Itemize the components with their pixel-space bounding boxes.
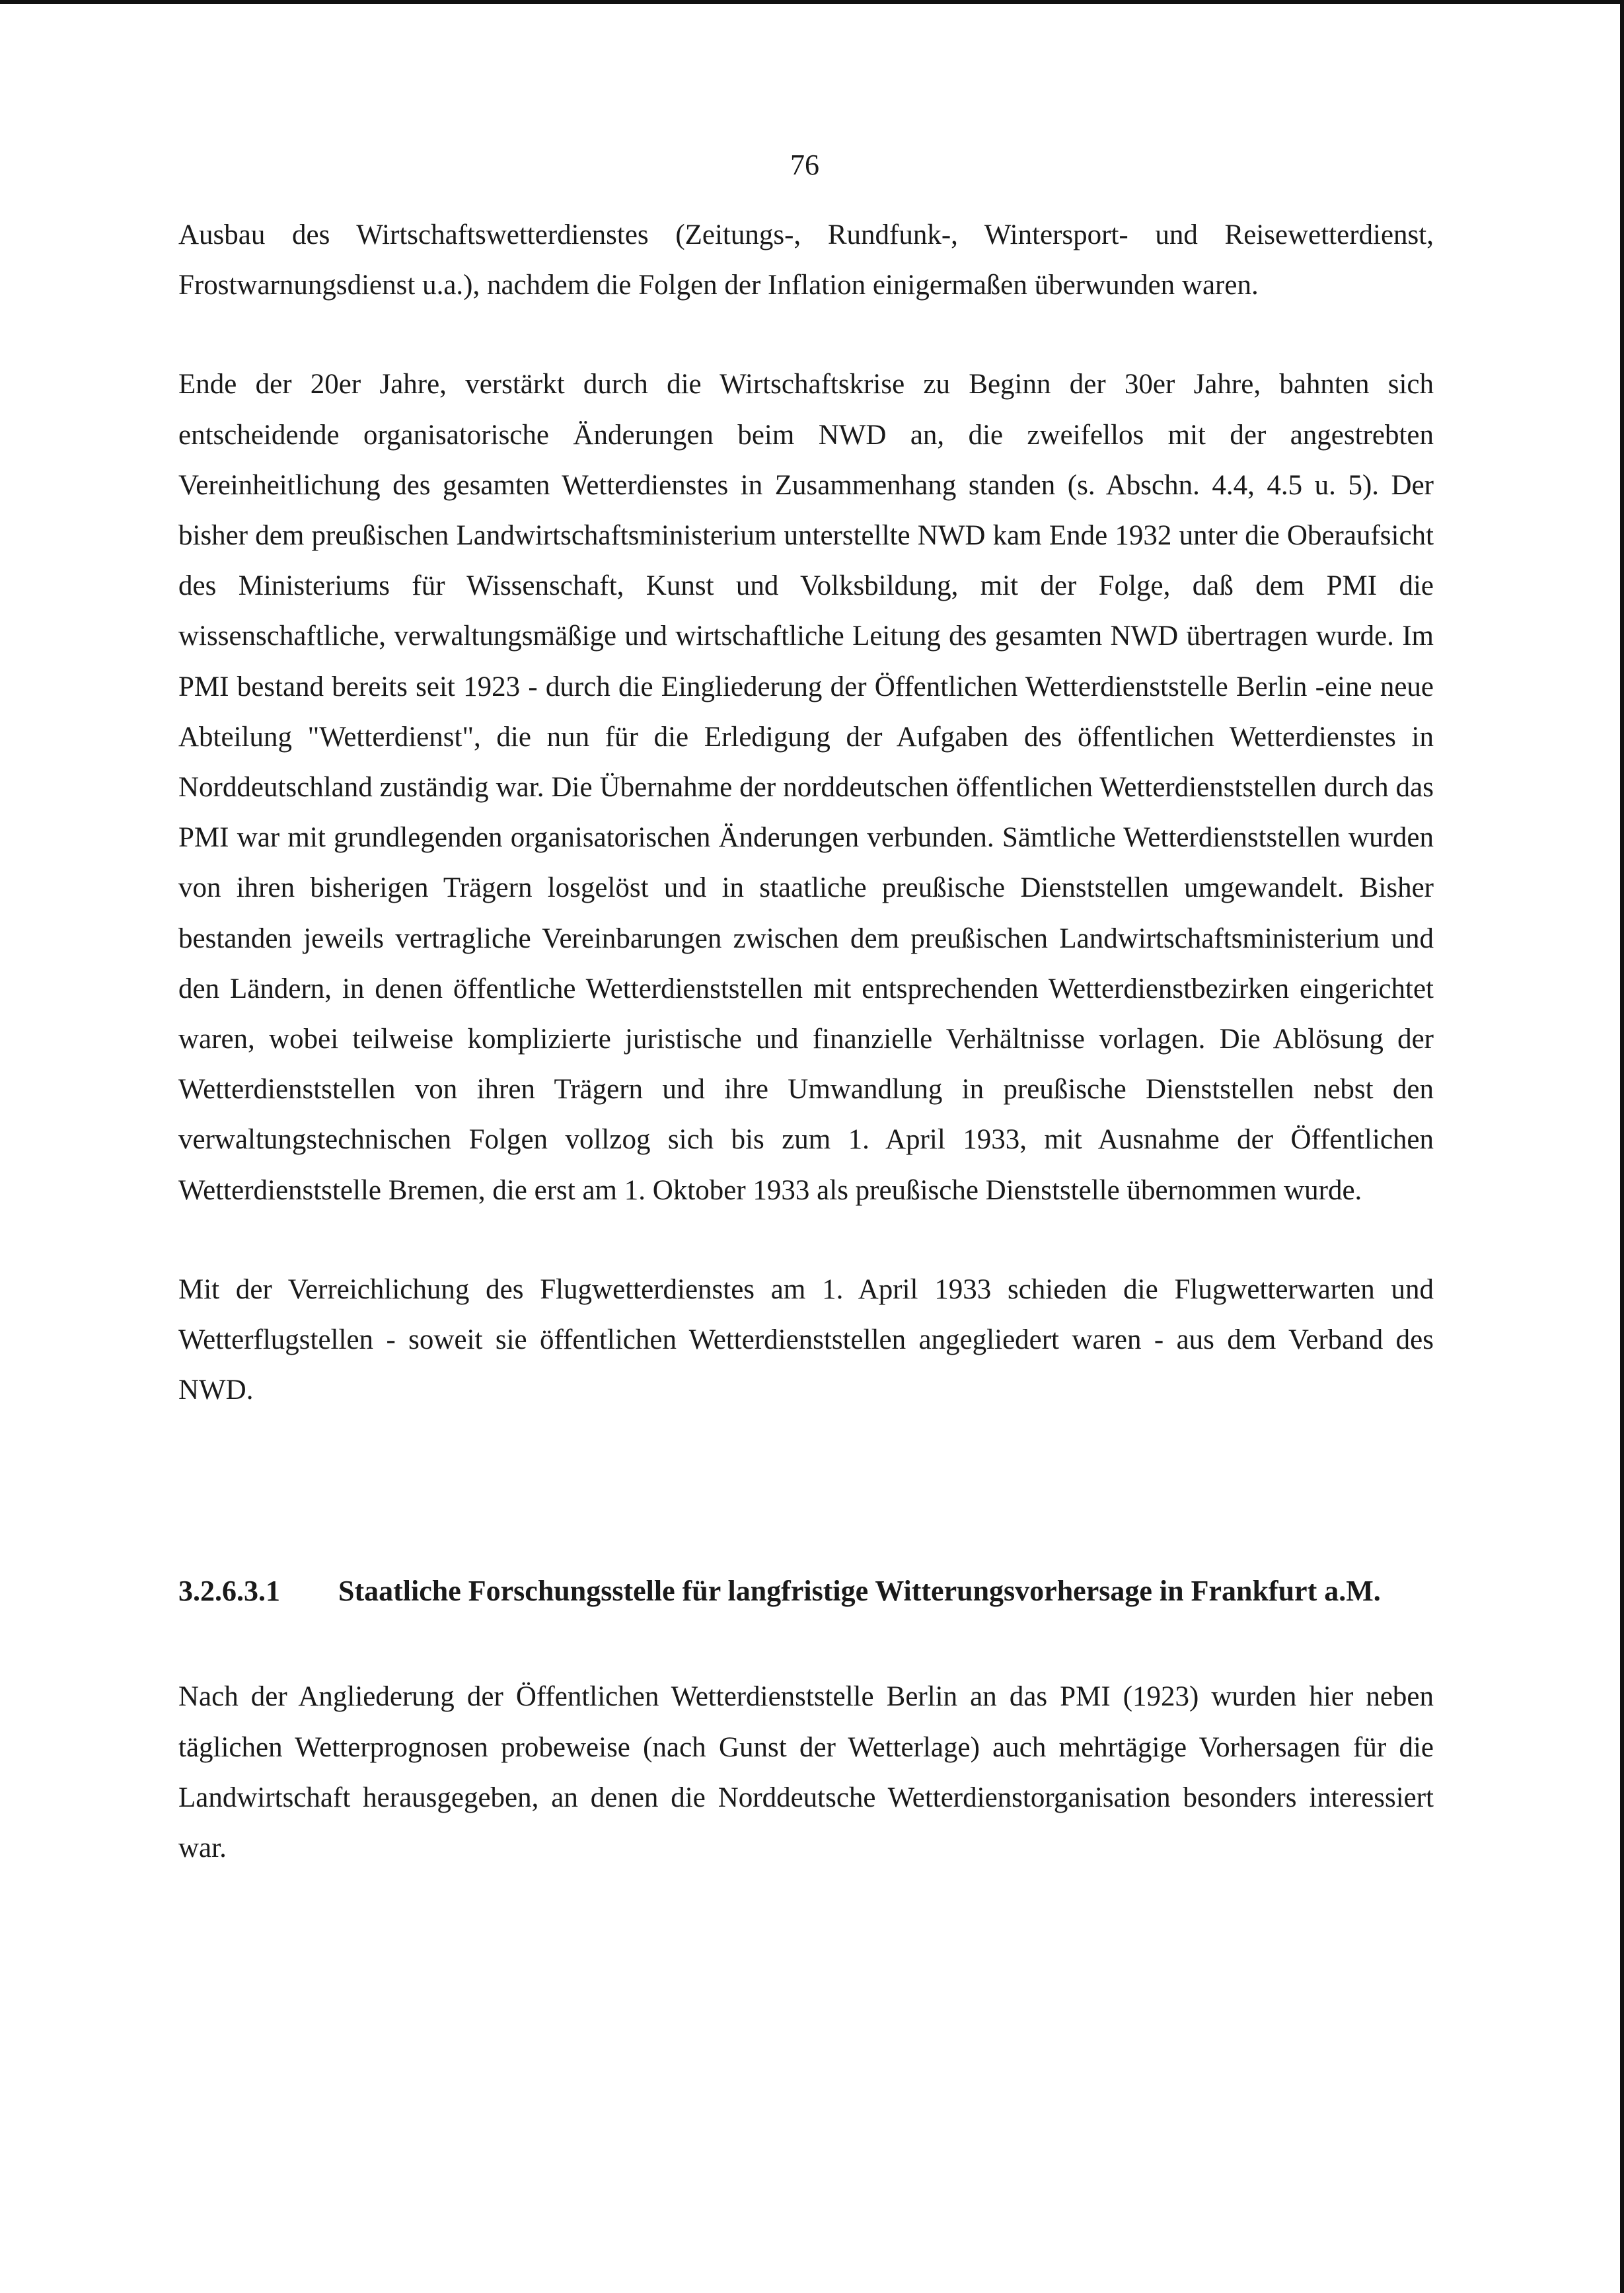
section-title: Staatliche Forschungsstelle für langfristige Witterungsvorhersage in Frankfurt a.M. [338,1575,1381,1608]
paragraph-organisatorische-aenderungen: Ende der 20er Jahre, verstärkt durch die Wirtschaftskrise zu Beginn der 30er Jahre, bahnten sich entscheidende organisatorische Änderungen beim NWD an, die zweifellos mit der angestrebten Vereinheitlichung des gesamten Wetterdienstes in Zusammenhang standen (s. Abschn. 4.4, 4.5 u. 5). Der bisher dem preußischen Landwirtschaftsministerium unterstellte NWD kam Ende 1932 unter die Oberaufsicht des Ministeriums für Wissenschaft, Kunst und Volksbildung, mit der Folge, daß dem PMI die wissenschaftliche, verwaltungsmäßige und wirtschaftliche Leitung des gesamten NWD übertragen wurde. Im PMI bestand bereits seit 1923 - durch die Eingliederung der Öffentlichen Wetterdienststelle Berlin -eine neue Abteilung "Wetterdienst", die nun für die Erledigung der Aufgaben des öffentlichen Wetterdienstes in Norddeutschland zuständig war. Die Übernahme der norddeutschen öffentlichen Wetterdienststellen durch das PMI war mit grundlegenden organisatorischen Änderungen verbunden. Sämtliche Wetterdienststellen wurden von ihren bisherigen Trägern losgelöst und in staatliche preußische Dienststellen umgewandelt. Bisher bestanden jeweils vertragliche Vereinbarungen zwischen dem preußischen Landwirtschaftsministerium und den Ländern, in denen öffentliche Wetterdienststellen mit entsprechenden Wetterdienstbezirken eingerichtet waren, wobei teilweise komplizierte juristische und finanzielle Verhältnisse vorlagen. Die Ablösung der Wetterdienststellen von ihren Trägern und ihre Umwandlung in preußische Dienststellen nebst den verwaltungstechnischen Folgen vollzog sich bis zum 1. April 1933, mit Ausnahme der Öffentlichen Wetterdienststelle Bremen, die erst am 1. Oktober 1933 als preußische Dienststelle übernommen wurde. [178,369,1434,1206]
section-number: 3.2.6.3.1 [178,1575,280,1608]
paragraph-flugwetterdienst: Mit der Verreichlichung des Flugwetterdienstes am 1. April 1933 schieden die Flugwetterwarten und Wetterflugstellen - soweit sie öffentlichen Wetterdienststellen angegliedert waren - aus dem Verband des NWD. [178,1273,1434,1406]
scan-border-top [0,0,1624,4]
paragraph-wirtschaftswetterdienst: Ausbau des Wirtschaftswetterdienstes (Zeitungs-, Rundfunk-, Wintersport- und Reisewetterdienst, Frostwarnungsdienst u.a.), nachdem die Folgen der Inflation einigermaßen überwunden waren. [178,219,1434,301]
scan-border-right [1620,0,1624,2293]
page-body [178,210,1434,1873]
page-number: 76 [790,149,819,181]
section-heading [178,1566,1434,1616]
paragraph-section-intro: Nach der Angliederung der Öffentlichen Wetterdienststelle Berlin an das PMI (1923) wurden hier neben täglichen Wetterprognosen probeweise (nach Gunst der Wetterlage) auch mehrtägige Vorhersagen für die Landwirtschaft herausgegeben, an denen die Norddeutsche Wetterdienstorganisation besonders interessiert war. [178,1681,1434,1864]
